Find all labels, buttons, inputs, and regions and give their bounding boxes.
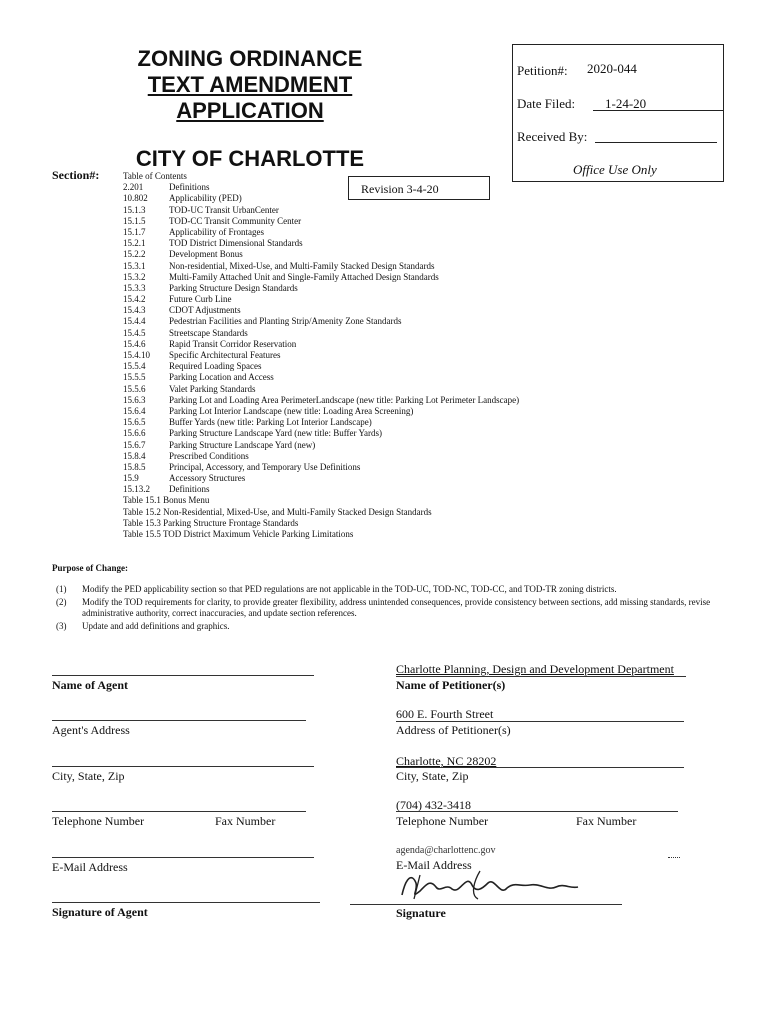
toc-row bbox=[123, 384, 663, 395]
toc-number: 15.3.1 bbox=[123, 260, 146, 271]
toc-number: 15.6.3 bbox=[123, 394, 146, 405]
petitioner-phone-line bbox=[396, 811, 678, 812]
toc-title: Accessory Structures bbox=[169, 473, 246, 484]
toc-title: Multi-Family Attached Unit and Single-Family Attached Design Standards bbox=[169, 271, 439, 282]
toc-title: TOD-UC Transit UrbanCenter bbox=[169, 204, 279, 215]
title-line-3: APPLICATION bbox=[176, 98, 324, 123]
toc-title: Parking Structure Landscape Yard (new title: Buffer Yards) bbox=[169, 428, 383, 439]
agent-email-label: E-Mail Address bbox=[52, 860, 128, 874]
title-line-2: TEXT AMENDMENT bbox=[147, 72, 353, 97]
agent-city-line[interactable] bbox=[52, 766, 314, 767]
toc-title: Parking Structure Design Standards bbox=[169, 282, 298, 293]
toc-number: 15.8.4 bbox=[123, 450, 146, 461]
toc-title: Table 15.5 TOD District Maximum Vehicle Parking Limitations bbox=[123, 529, 354, 539]
toc-title: Parking Lot and Loading Area PerimeterLandscape (new title: Parking Lot Perimeter Landscape) bbox=[169, 394, 520, 405]
section-list bbox=[123, 171, 663, 540]
purpose-item-text: Modify the TOD requirements for clarity, to provide greater flexibility, address unintended consequences, provide consistency between sections, add missing standards, revise administrative authority, correct inaccuracies, and update section references. bbox=[82, 596, 711, 618]
petitioner-city-label: City, State, Zip bbox=[396, 769, 469, 783]
toc-row bbox=[123, 171, 663, 182]
toc-number: 15.4.2 bbox=[123, 294, 146, 305]
agent-fax-label: Fax Number bbox=[215, 814, 276, 828]
toc-row bbox=[123, 395, 663, 406]
received-by-label: Received By: bbox=[517, 129, 588, 144]
toc-number: 15.6.5 bbox=[123, 417, 146, 428]
petitioner-address-label: Address of Petitioner(s) bbox=[396, 723, 511, 737]
toc-title: TOD District Dimensional Standards bbox=[169, 238, 303, 249]
agent-signature-label: Signature of Agent bbox=[52, 905, 148, 919]
purpose-item-number: (1) bbox=[56, 584, 67, 594]
agent-name-label: Name of Agent bbox=[52, 678, 128, 692]
petitioner-email-line bbox=[668, 857, 680, 858]
toc-row bbox=[123, 507, 663, 518]
toc-title: Valet Parking Standards bbox=[169, 383, 256, 394]
toc-row bbox=[123, 216, 663, 227]
toc-row bbox=[123, 529, 663, 540]
toc-title: Rapid Transit Corridor Reservation bbox=[169, 338, 297, 349]
office-use-box bbox=[512, 44, 724, 182]
agent-name-line[interactable] bbox=[52, 675, 314, 676]
toc-row bbox=[123, 328, 663, 339]
petition-value: 2020-044 bbox=[587, 61, 637, 76]
toc-number: 2.201 bbox=[123, 182, 144, 193]
toc-row bbox=[123, 339, 663, 350]
toc-number: 15.5.5 bbox=[123, 372, 146, 383]
section-label: Section#: bbox=[52, 168, 100, 182]
toc-title: Applicability of Frontages bbox=[169, 226, 264, 237]
toc-number: 15.3.3 bbox=[123, 282, 146, 293]
toc-row bbox=[123, 283, 663, 294]
toc-title: Definitions bbox=[169, 182, 210, 193]
agent-email-line[interactable] bbox=[52, 857, 314, 858]
toc-row bbox=[123, 238, 663, 249]
toc-number: 15.9 bbox=[123, 473, 139, 484]
toc-row bbox=[123, 261, 663, 272]
purpose-item bbox=[52, 597, 742, 620]
toc-row bbox=[123, 518, 663, 529]
petitioner-address-line bbox=[396, 721, 684, 722]
toc-number: 15.8.5 bbox=[123, 461, 146, 472]
toc-row bbox=[123, 372, 663, 383]
purpose-list bbox=[52, 584, 742, 633]
toc-number: 15.1.3 bbox=[123, 204, 146, 215]
petitioner-telephone-value: (704) 432-3418 bbox=[396, 798, 471, 812]
toc-row bbox=[123, 462, 663, 473]
toc-row bbox=[123, 294, 663, 305]
toc-title: Definitions bbox=[169, 484, 210, 495]
toc-number: 15.6.4 bbox=[123, 405, 146, 416]
toc-row bbox=[123, 495, 663, 506]
petitioner-signature-line bbox=[350, 904, 622, 905]
petitioner-signature-label: Signature bbox=[396, 906, 446, 920]
petitioner-fax-label: Fax Number bbox=[576, 814, 637, 828]
toc-row bbox=[123, 484, 663, 495]
toc-title: CDOT Adjustments bbox=[169, 305, 241, 316]
toc-number: 15.4.3 bbox=[123, 305, 146, 316]
toc-number: 15.6.6 bbox=[123, 428, 146, 439]
revision-box: Revision 3-4-20 bbox=[348, 176, 490, 200]
purpose-item-number: (2) bbox=[56, 596, 67, 607]
petitioner-address-value: 600 E. Fourth Street bbox=[396, 707, 494, 721]
toc-number: 15.4.10 bbox=[123, 350, 150, 360]
toc-title: Table 15.1 Bonus Menu bbox=[123, 495, 210, 506]
toc-row bbox=[123, 249, 663, 260]
toc-number: 15.2.1 bbox=[123, 238, 146, 249]
agent-phone-line[interactable] bbox=[52, 811, 306, 812]
toc-number: 15.2.2 bbox=[123, 249, 146, 260]
agent-address-line[interactable] bbox=[52, 720, 306, 721]
toc-title: Required Loading Spaces bbox=[169, 361, 262, 372]
purpose-item-text: Modify the PED applicability section so that PED regulations are not applicable in the TOD-UC, TOD-NC, TOD-CC, and TOD-TR zoning districts. bbox=[82, 584, 617, 594]
toc-title: Parking Location and Access bbox=[169, 372, 274, 383]
toc-row bbox=[123, 272, 663, 283]
toc-number: 15.1.7 bbox=[123, 226, 146, 237]
title-line-1: ZONING ORDINANCE bbox=[137, 46, 363, 71]
petition-label: Petition#: bbox=[517, 63, 568, 78]
received-by-line[interactable] bbox=[595, 142, 717, 143]
petitioner-name-label: Name of Petitioner(s) bbox=[396, 678, 506, 692]
purpose-label: Purpose of Change: bbox=[52, 563, 128, 573]
toc-row bbox=[123, 473, 663, 484]
purpose-item bbox=[52, 584, 742, 596]
toc-row bbox=[123, 227, 663, 238]
petitioner-name-value: Charlotte Planning, Design and Development Department bbox=[396, 662, 674, 676]
petitioner-telephone-label: Telephone Number bbox=[396, 814, 489, 828]
petitioner-signature-image bbox=[390, 865, 590, 907]
toc-title: Table 15.2 Non-Residential, Mixed-Use, and Multi-Family Stacked Design Standards bbox=[123, 506, 432, 517]
petitioner-city-line bbox=[396, 767, 684, 768]
toc-title: Development Bonus bbox=[169, 249, 243, 260]
toc-title: Principal, Accessory, and Temporary Use Definitions bbox=[169, 461, 361, 472]
toc-title: Specific Architectural Features bbox=[169, 350, 281, 360]
office-use-only: Office Use Only bbox=[573, 162, 657, 177]
toc-number: 10.802 bbox=[123, 193, 148, 204]
toc-title: Non-residential, Mixed-Use, and Multi-Family Stacked Design Standards bbox=[169, 260, 435, 271]
toc-number: 15.4.4 bbox=[123, 316, 146, 327]
toc-row bbox=[123, 361, 663, 372]
petitioner-name-line bbox=[396, 676, 686, 677]
toc-row bbox=[123, 316, 663, 327]
toc-number: 15.5.6 bbox=[123, 383, 146, 394]
toc-row bbox=[123, 205, 663, 216]
date-filed-line bbox=[593, 110, 723, 111]
date-filed-value: 1-24-20 bbox=[605, 96, 647, 111]
city-title: CITY OF CHARLOTTE bbox=[135, 146, 365, 171]
toc-title: Streetscape Standards bbox=[169, 327, 248, 338]
toc-row bbox=[123, 406, 663, 417]
agent-address-label: Agent's Address bbox=[52, 723, 130, 737]
toc-row bbox=[123, 451, 663, 462]
petitioner-email-label: E-Mail Address bbox=[396, 858, 472, 872]
toc-title: Table of Contents bbox=[123, 171, 187, 181]
toc-number: 15.4.6 bbox=[123, 338, 146, 349]
toc-title: Parking Structure Landscape Yard (new) bbox=[169, 439, 316, 450]
toc-row bbox=[123, 417, 663, 428]
petitioner-email-value: agenda@charlottenc.gov bbox=[396, 845, 496, 856]
agent-city-label: City, State, Zip bbox=[52, 769, 125, 783]
purpose-item-number: (3) bbox=[56, 620, 67, 631]
toc-row bbox=[123, 440, 663, 451]
purpose-item-text: Update and add definitions and graphics. bbox=[82, 620, 230, 631]
toc-title: Future Curb Line bbox=[169, 294, 232, 305]
toc-title: Table 15.3 Parking Structure Frontage Standards bbox=[123, 517, 299, 528]
agent-telephone-label: Telephone Number bbox=[52, 814, 145, 828]
toc-number: 15.5.4 bbox=[123, 361, 146, 372]
toc-number: 15.4.5 bbox=[123, 327, 146, 338]
toc-title: TOD-CC Transit Community Center bbox=[169, 215, 302, 226]
toc-row bbox=[123, 305, 663, 316]
toc-title: Applicability (PED) bbox=[169, 193, 242, 204]
toc-title: Prescribed Conditions bbox=[169, 450, 249, 461]
toc-number: 15.3.2 bbox=[123, 271, 146, 282]
petitioner-city-value: Charlotte, NC 28202 bbox=[396, 754, 497, 768]
toc-row bbox=[123, 350, 663, 361]
toc-row bbox=[123, 193, 663, 204]
date-filed-label: Date Filed: bbox=[517, 96, 576, 111]
toc-title: Parking Lot Interior Landscape (new title: Loading Area Screening) bbox=[169, 405, 414, 416]
toc-title: Buffer Yards (new title: Parking Lot Interior Landscape) bbox=[169, 417, 372, 428]
toc-row bbox=[123, 182, 663, 193]
toc-number: 15.13.2 bbox=[123, 484, 150, 495]
purpose-item bbox=[52, 621, 742, 633]
toc-row bbox=[123, 428, 663, 439]
toc-title: Pedestrian Facilities and Planting Strip/Amenity Zone Standards bbox=[169, 316, 402, 327]
toc-number: 15.6.7 bbox=[123, 439, 146, 450]
agent-signature-line[interactable] bbox=[52, 902, 320, 903]
toc-number: 15.1.5 bbox=[123, 215, 146, 226]
